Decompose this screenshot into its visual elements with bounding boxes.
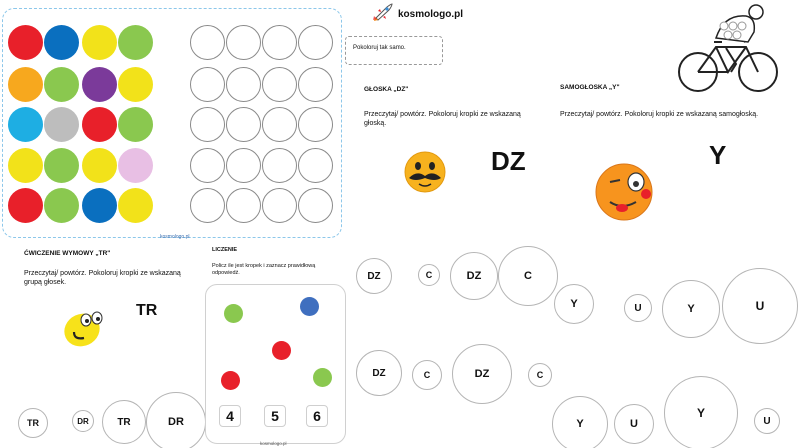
y-circle[interactable]: U xyxy=(614,404,654,444)
y-circle[interactable]: U xyxy=(754,408,780,434)
count-dot xyxy=(221,371,240,390)
y-circle[interactable]: Y xyxy=(664,376,738,448)
y-circle[interactable]: U xyxy=(722,268,798,344)
color-dot xyxy=(44,67,79,102)
dz-circle[interactable]: DZ xyxy=(356,258,392,294)
color-dot xyxy=(8,107,43,142)
yellow-smiley-icon xyxy=(60,306,108,353)
y-section-text: Przeczytaj/ powtórz. Pokoloruj kropki ze wskazaną samogłoską. xyxy=(560,111,759,118)
dz-circle[interactable]: DZ xyxy=(450,252,498,300)
empty-circle[interactable] xyxy=(298,188,333,223)
count-dot xyxy=(300,297,319,316)
tr-circle[interactable]: TR xyxy=(102,400,146,444)
empty-circle[interactable] xyxy=(262,148,297,183)
empty-circle[interactable] xyxy=(262,188,297,223)
dz-circle[interactable]: DZ xyxy=(452,344,512,404)
dz-circle[interactable]: C xyxy=(418,264,440,286)
tr-circle[interactable]: DR xyxy=(146,392,206,448)
count-dot xyxy=(272,341,291,360)
color-dot xyxy=(118,107,153,142)
cyclist-icon xyxy=(676,2,780,101)
counting-section-title: LICZENIE xyxy=(212,247,238,253)
count-dot xyxy=(313,368,332,387)
brand-name: kosmologo.pl xyxy=(398,9,463,20)
empty-circle[interactable] xyxy=(298,25,333,60)
y-circle[interactable]: Y xyxy=(554,284,594,324)
dz-big-letters: DZ xyxy=(491,146,526,176)
empty-circle[interactable] xyxy=(190,25,225,60)
y-circle[interactable]: Y xyxy=(552,396,608,448)
empty-circle[interactable] xyxy=(262,25,297,60)
color-dot xyxy=(118,25,153,60)
color-dot xyxy=(44,25,79,60)
color-dot xyxy=(118,67,153,102)
y-circle[interactable]: U xyxy=(624,294,652,322)
empty-circle[interactable] xyxy=(262,107,297,142)
dz-section-text: Przeczytaj/ powtórz. Pokoloruj kropki ze wskazaną głoską. xyxy=(364,111,521,127)
color-dot xyxy=(82,67,117,102)
instruction-box xyxy=(345,36,443,65)
answer-box-5[interactable]: 5 xyxy=(264,405,286,427)
empty-circle[interactable] xyxy=(298,67,333,102)
dz-circle[interactable]: C xyxy=(528,363,552,387)
counting-section-text: Policz ile jest kropek i zaznacz prawidłową odpowiedź. xyxy=(212,263,316,277)
color-dot xyxy=(44,148,79,183)
color-dot xyxy=(118,188,153,223)
answer-box-6[interactable]: 6 xyxy=(306,405,328,427)
empty-circle[interactable] xyxy=(190,67,225,102)
empty-circle[interactable] xyxy=(190,107,225,142)
color-dot xyxy=(8,188,43,223)
brand-logo xyxy=(372,2,463,27)
mustache-smiley-icon xyxy=(403,150,447,199)
tr-section-text: Przeczytaj/ powtórz. Pokoloruj kropki ze wskazaną grupą głosek. xyxy=(24,270,181,286)
empty-circle[interactable] xyxy=(298,148,333,183)
empty-circle[interactable] xyxy=(190,188,225,223)
color-dot xyxy=(82,25,117,60)
answer-box-4[interactable]: 4 xyxy=(219,405,241,427)
color-dot xyxy=(44,107,79,142)
color-dot xyxy=(82,107,117,142)
empty-circle[interactable] xyxy=(226,25,261,60)
tr-circle[interactable]: TR xyxy=(18,408,48,438)
tr-big-letters: TR xyxy=(136,302,158,319)
color-dot xyxy=(82,148,117,183)
winking-orange-face-icon xyxy=(592,158,656,227)
dz-circle[interactable]: DZ xyxy=(356,350,402,396)
rocket-icon xyxy=(372,2,394,27)
panel-footer: kosmologo.pl xyxy=(160,234,190,240)
y-circle[interactable]: Y xyxy=(662,280,720,338)
tr-circle[interactable]: DR xyxy=(72,410,94,432)
empty-circle[interactable] xyxy=(190,148,225,183)
color-dot xyxy=(8,25,43,60)
counting-footer: kosmologo.pl xyxy=(260,441,287,446)
dz-circle[interactable]: C xyxy=(412,360,442,390)
color-dot xyxy=(82,188,117,223)
empty-circle[interactable] xyxy=(262,67,297,102)
count-dot xyxy=(224,304,243,323)
color-dot xyxy=(118,148,153,183)
empty-circle[interactable] xyxy=(226,148,261,183)
y-section-title: SAMOGŁOSKA „Y" xyxy=(560,84,620,91)
tr-section-title: ĆWICZENIE WYMOWY „TR" xyxy=(24,250,111,257)
color-dot xyxy=(8,148,43,183)
instruction-text: Pokoloruj tak samo. xyxy=(353,45,406,51)
dz-circle[interactable]: C xyxy=(498,246,558,306)
empty-circle[interactable] xyxy=(226,107,261,142)
empty-circle[interactable] xyxy=(298,107,333,142)
color-dot xyxy=(44,188,79,223)
y-big-letter: Y xyxy=(709,140,727,170)
empty-circle[interactable] xyxy=(226,188,261,223)
empty-circle[interactable] xyxy=(226,67,261,102)
color-dot xyxy=(8,67,43,102)
dz-section-title: GŁOSKA „DZ" xyxy=(364,86,409,93)
